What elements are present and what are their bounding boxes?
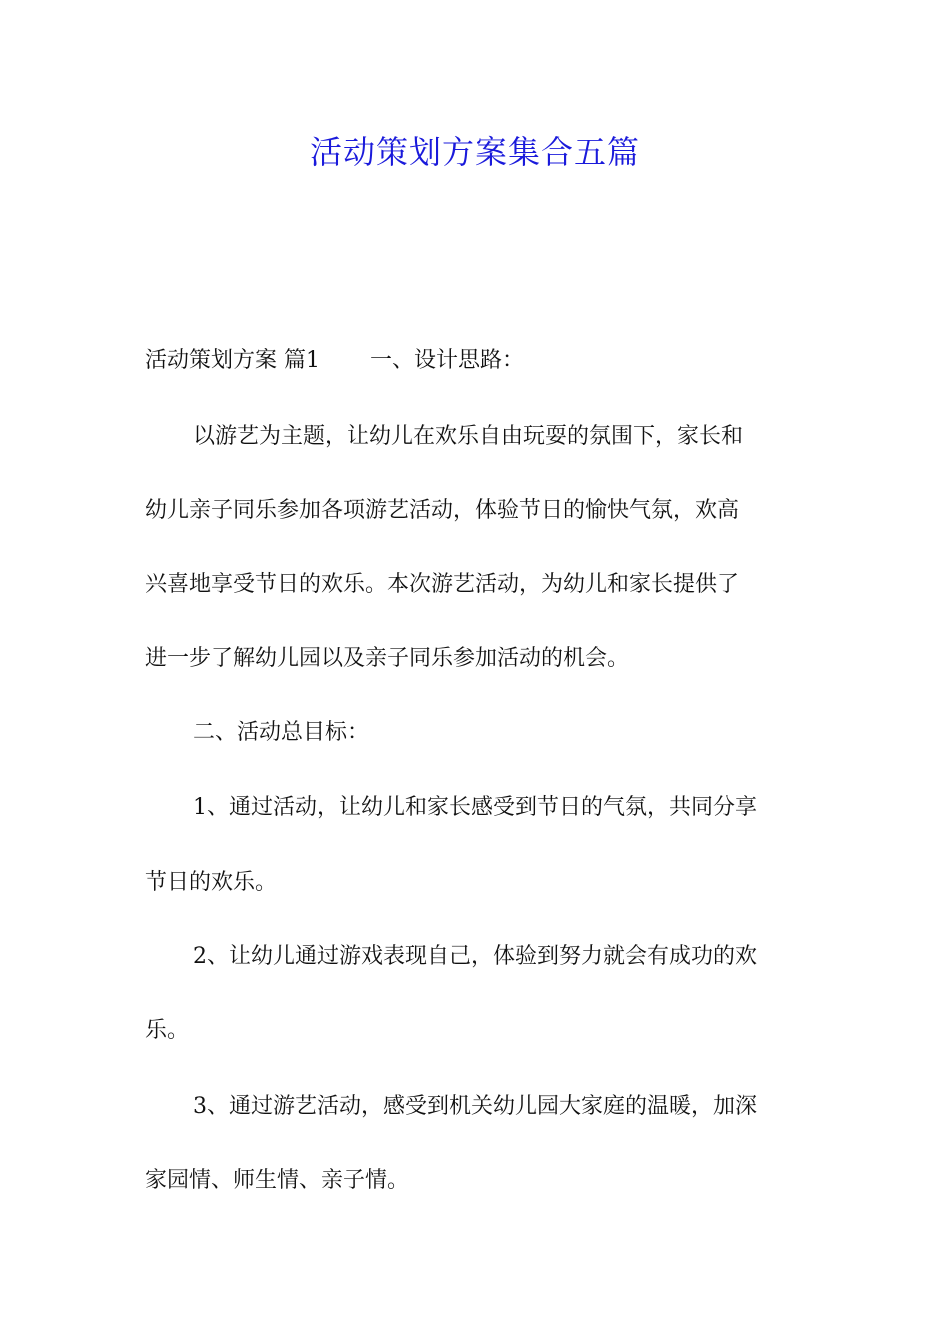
document-title: 活动策划方案集合五篇 <box>309 133 640 171</box>
list-item-line: 3、通过游艺活动，感受到机关幼儿园大家庭的温暖，加深 <box>193 1094 757 1119</box>
section-heading <box>145 344 810 378</box>
subsection-heading: 二、活动总目标： <box>193 720 370 745</box>
paragraph-line: 兴喜地享受节日的欢乐。本次游艺活动，为幼儿和家长提供了 <box>145 572 740 597</box>
list-item-line: 节日的欢乐。 <box>145 870 278 895</box>
list-item-line: 1、通过活动，让幼儿和家长感受到节日的气氛，共同分享 <box>193 795 757 820</box>
list-item-line: 乐。 <box>145 1018 190 1043</box>
paragraph-line: 幼儿亲子同乐参加各项游艺活动，体验节日的愉快气氛，欢高 <box>145 498 740 523</box>
paragraph-line: 以游艺为主题，让幼儿在欢乐自由玩耍的氛围下，家长和 <box>193 424 744 449</box>
paragraph-line: 进一步了解幼儿园以及亲子同乐参加活动的机会。 <box>145 646 630 671</box>
section-label: 活动策划方案 篇1 <box>145 348 320 373</box>
list-item-line: 2、让幼儿通过游戏表现自己，体验到努力就会有成功的欢 <box>193 944 757 969</box>
list-item-line: 家园情、师生情、亲子情。 <box>145 1168 410 1193</box>
subsection-heading: 一、设计思路： <box>370 348 525 373</box>
